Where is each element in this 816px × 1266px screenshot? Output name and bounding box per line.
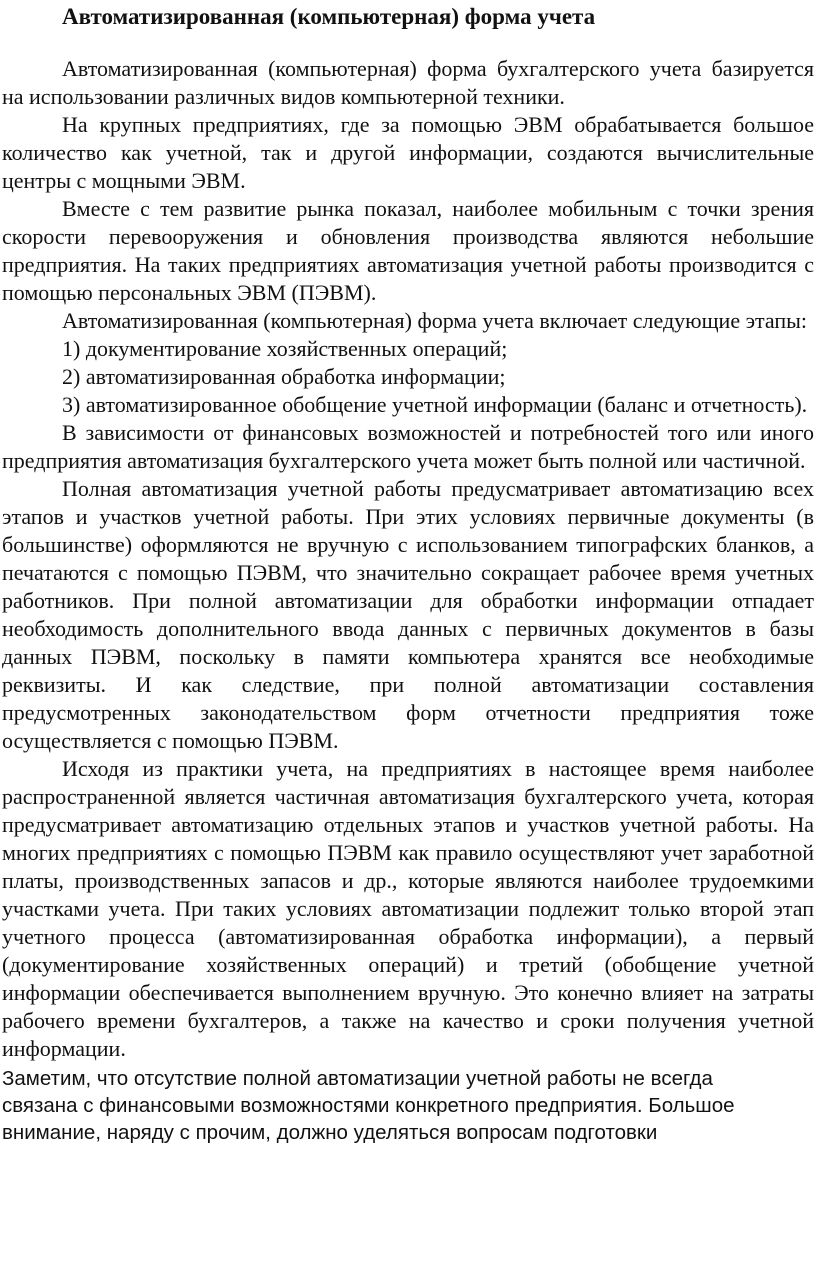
closing-line: Заметим, что отсутствие полной автоматизации учетной работы не всегда	[2, 1067, 713, 1090]
document-body	[2, 55, 814, 1063]
paragraph: Автоматизированная (компьютерная) форма учета включает следующие этапы:	[62, 308, 808, 333]
closing-line: внимание, наряду с прочим, должно уделяться вопросам подготовки	[2, 1121, 658, 1144]
closing-text	[2, 1065, 792, 1146]
paragraph: На крупных предприятиях, где за помощью ЭВМ обрабатывается большое количество как учетной, так и другой информации, создаются вычислительные центры с мощными ЭВМ.	[2, 112, 814, 193]
paragraph: Полная автоматизация учетной работы предусматривает автоматизацию всех этапов и участков учетной работы. При этих условиях первичные документы (в большинстве) оформляются не вручную с использованием типографских бланков, а печатаются с помощью ПЭВМ, что значительно сокращает рабочее время учетных работников. При полной автоматизации для обработки информации отпадает необходимость дополнительного ввода данных с первичных документов в базы данных ПЭВМ, поскольку в памяти компьютера хранятся все необходимые реквизиты. И как следствие, при полной автоматизации составления предусмотренных законодательством форм отчетности предприятия тоже осуществляется с помощью ПЭВМ.	[2, 476, 814, 753]
page-title: Автоматизированная (компьютерная) форма учета	[62, 4, 596, 29]
paragraph: Вместе с тем развитие рынка показал, наиболее мобильным с точки зрения скорости перевооружения и обновления производства являются небольшие предприятия. На таких предприятиях автоматизация учетной работы производится с помощью персональных ЭВМ (ПЭВМ).	[2, 196, 814, 305]
list-item: 3) автоматизированное обобщение учетной информации (баланс и отчетность).	[62, 392, 808, 417]
paragraph: Автоматизированная (компьютерная) форма бухгалтерского учета базируется на использовании различных видов компьютерной техники.	[2, 56, 814, 109]
paragraph: Исходя из практики учета, на предприятиях в настоящее время наиболее распространенной является частичная автоматизация бухгалтерского учета, которая предусматривает автоматизацию отдельных этапов и участков учетной работы. На многих предприятиях с помощью ПЭВМ как правило осуществляют учет заработной платы, производственных запасов и др., которые являются наиболее трудоемкими участками учета. При таких условиях автоматизации подлежит только второй этап учетного процесса (автоматизированная обработка информации), а первый (документирование хозяйственных операций) и третий (обобщение учетной информации обеспечивается выполнением вручную. Это конечно влияет на затраты рабочего времени бухгалтеров, а также на качество и сроки получения учетной информации.	[2, 756, 814, 1061]
closing-line: связана с финансовыми возможностями конкретного предприятия. Большое	[2, 1094, 735, 1117]
paragraph: В зависимости от финансовых возможностей и потребностей того или иного предприятия автоматизация бухгалтерского учета может быть полной или частичной.	[2, 420, 814, 473]
list-item: 2) автоматизированная обработка информации;	[62, 364, 506, 389]
list-item: 1) документирование хозяйственных операций;	[62, 336, 508, 361]
